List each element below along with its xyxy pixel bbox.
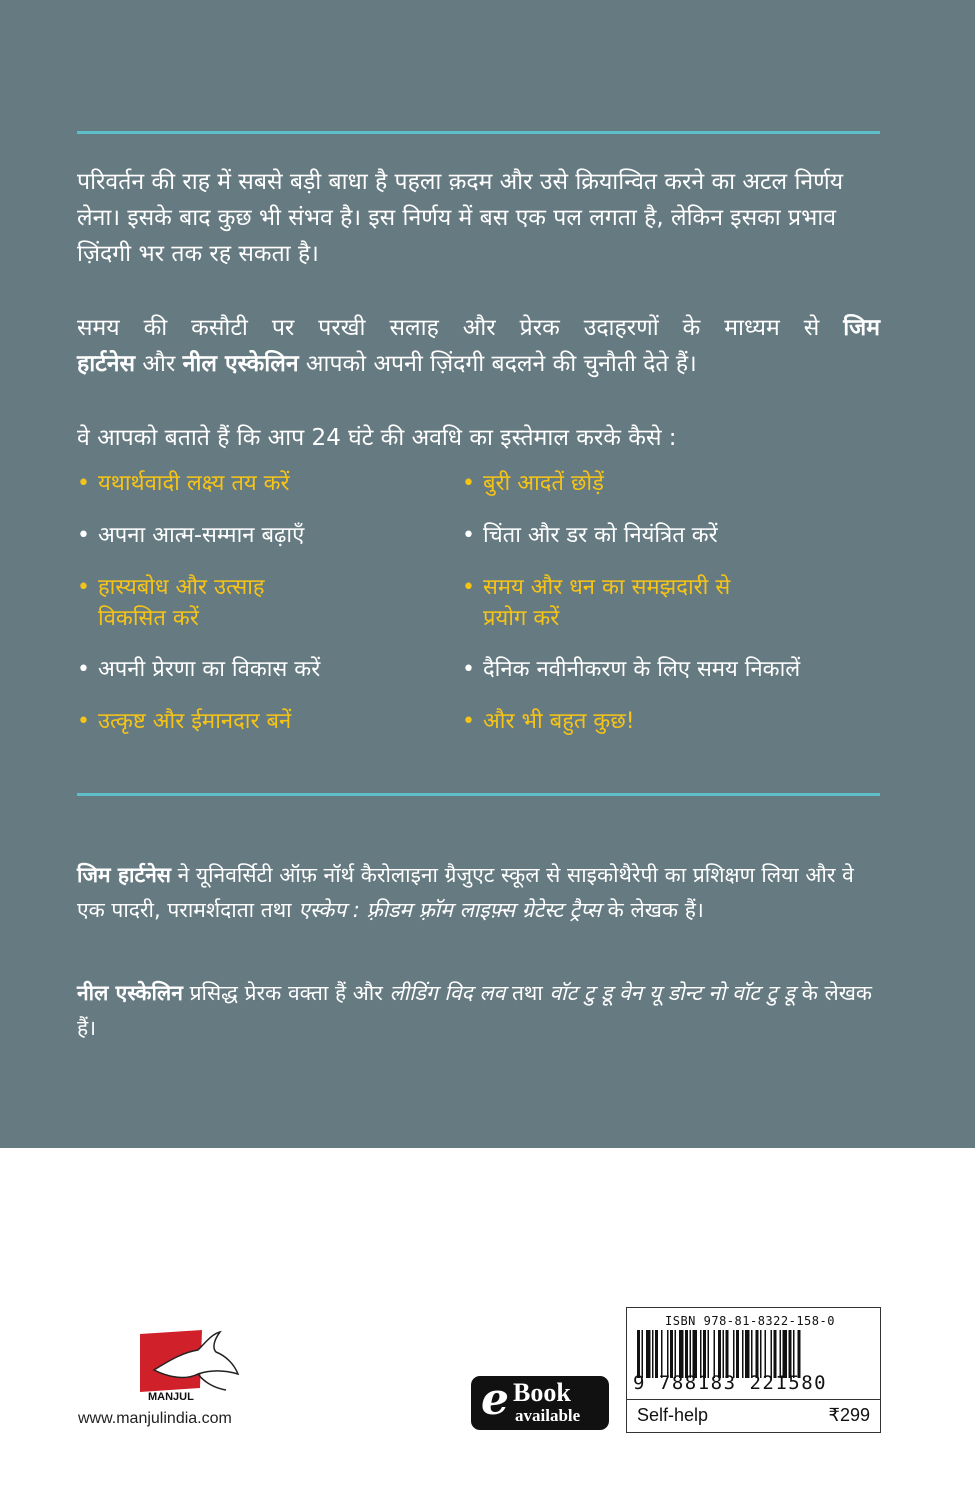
bullet-text: अपना आत्म-सम्मान बढ़ाएँ [98, 523, 305, 548]
bullet-text-line: विकसित करें [98, 606, 199, 631]
author-name-1-last: हार्टनेस [77, 351, 136, 377]
barcode-bar [685, 1330, 688, 1378]
bullet-text: उत्कृष्ट और ईमानदार बनें [98, 709, 292, 734]
barcode-bar [661, 1330, 663, 1378]
barcode-bar [742, 1330, 744, 1378]
bullet-item [462, 572, 882, 634]
author-bio-1-book: एस्केप : फ़्रीडम फ़्रॉम लाइफ़्स ग्रेटेस्ट ट्रैप्स [298, 898, 601, 922]
author-bio-2-book-2: वॉट टु डू वेन यू डोन्ट नो वॉट टु डू [549, 981, 796, 1005]
barcode-bar [652, 1330, 654, 1378]
book-price: ₹299 [828, 1405, 870, 1425]
bullet-item [77, 706, 437, 737]
author-bio-2-book-1: लीडिंग विद लव [389, 981, 506, 1005]
bullet-dot: • [77, 523, 90, 548]
author-bio-2-conj: तथा [505, 981, 550, 1005]
author-bio-1-name: जिम हार्टनेस [77, 863, 171, 887]
bullet-text: दैनिक नवीनीकरण के लिए समय निकालें [483, 657, 801, 682]
barcode-bar [642, 1330, 644, 1378]
bullet-item [77, 572, 437, 634]
barcode-bar [637, 1330, 640, 1378]
bullet-text: और भी बहुत कुछ! [483, 709, 635, 734]
barcode-box [626, 1307, 881, 1433]
author-name-2: नील एस्केलिन [182, 351, 299, 377]
bullet-item [77, 654, 437, 685]
conjunction-text: और [135, 351, 183, 377]
bullet-text: अपनी प्रेरणा का विकास करें [98, 657, 321, 682]
bullet-item [462, 468, 882, 499]
barcode-icon [637, 1330, 870, 1378]
barcode-bar [700, 1330, 702, 1378]
bullet-item [77, 468, 437, 499]
barcode-bar [655, 1330, 658, 1378]
barcode-bar [667, 1330, 669, 1378]
publisher-logo-icon [140, 1330, 240, 1402]
author-bio-2-name: नील एस्केलिन [77, 981, 183, 1005]
author-bio-1-end: के लेखक हैं। [601, 898, 704, 922]
ebook-book-label: Book [513, 1378, 571, 1407]
barcode-bar [693, 1330, 698, 1378]
barcode-bar [789, 1330, 792, 1378]
bullet-text [98, 572, 265, 634]
bullet-text: यथार्थवादी लक्ष्य तय करें [98, 471, 290, 496]
book-category: Self-help [637, 1405, 709, 1425]
bullet-dot: • [77, 575, 90, 600]
barcode-bar [723, 1330, 725, 1378]
bullet-item [77, 520, 437, 551]
author-bio-1-text: ने यूनिवर्सिटी ऑफ़ नॉर्थ कैरोलाइना ग्रैजुएट स्कूल से साइकोथैरेपी का प्रशिक्षण लिया और वे एक पादरी, परामर्शदाता तथा [77, 863, 854, 922]
barcode-bar [783, 1330, 788, 1378]
barcode-bar [726, 1330, 729, 1378]
barcode-bar [774, 1330, 777, 1378]
barcode-bar [771, 1330, 773, 1378]
publisher-logo-text: MANJUL [148, 1391, 194, 1402]
bullet-dot: • [462, 657, 475, 682]
barcode-bar [765, 1330, 767, 1378]
bullet-dot: • [462, 709, 475, 734]
challenge-paragraph [77, 310, 880, 382]
bullet-text [483, 572, 730, 634]
barcode-bar [751, 1330, 753, 1378]
bullet-item [462, 706, 882, 737]
barcode-bar [675, 1330, 677, 1378]
bullet-text: बुरी आदतें छोड़ें [483, 471, 604, 496]
intro-paragraph: परिवर्तन की राह में सबसे बड़ी बाधा है पहला क़दम और उसे क्रियान्वित करने का अटल निर्णय लेना। इसके बाद कुछ भी संभव है। इस निर्णय में बस एक पल लगता है, लेकिन इसका प्रभाव ज़िंदगी भर तक रह सकता है। [77, 169, 844, 267]
barcode-bar [733, 1330, 735, 1378]
isbn-text: ISBN 978-81-8322-158-0 [665, 1314, 835, 1328]
barcode-bar [745, 1330, 750, 1378]
bullet-item [462, 520, 882, 551]
challenge-text-end: आपको अपनी ज़िंदगी बदलने की चुनौती देते हैं। [298, 351, 697, 377]
author-bio-2 [77, 976, 880, 1046]
challenge-text-start: समय की कसौटी पर परखी सलाह और प्रेरक उदाहरणों के माध्यम से [77, 315, 844, 341]
barcode-bar [703, 1330, 706, 1378]
top-divider [77, 131, 880, 134]
middle-divider [77, 793, 880, 796]
bullet-text-line: समय और धन का समझदारी से [483, 575, 731, 600]
bullets-lead-text: वे आपको बताते हैं कि आप 24 घंटे की अवधि का इस्तेमाल करके कैसे : [77, 425, 677, 451]
bullet-text: चिंता और डर को नियंत्रित करें [483, 523, 718, 548]
barcode-bar [798, 1330, 801, 1378]
barcode-bar [736, 1330, 739, 1378]
ebook-available-badge [471, 1376, 609, 1430]
author-bio-2-text: प्रसिद्ध प्रेरक वक्ता हैं और [182, 981, 390, 1005]
barcode-separator [627, 1399, 880, 1400]
author-bio-1 [77, 858, 880, 928]
bullet-text-line: प्रयोग करें [483, 606, 560, 631]
barcode-digits: 9 788183 221580 [633, 1372, 828, 1394]
barcode-bar [646, 1330, 651, 1378]
barcode-bar [760, 1330, 762, 1378]
bullet-dot: • [462, 523, 475, 548]
barcode-bar [718, 1330, 721, 1378]
ebook-e-letter: e [481, 1374, 509, 1425]
barcode-bar [793, 1330, 795, 1378]
bullet-dot: • [462, 471, 475, 496]
bullet-dot: • [462, 575, 475, 600]
bullet-text-line: हास्यबोध और उत्साह [98, 575, 265, 600]
publisher-website: www.manjulindia.com [78, 1410, 232, 1427]
barcode-bar [690, 1330, 692, 1378]
barcode-bar [756, 1330, 759, 1378]
barcode-bar [670, 1330, 673, 1378]
author-name-1-first: जिम [843, 315, 880, 341]
barcode-bar [714, 1330, 716, 1378]
ebook-available-label: available [515, 1406, 581, 1425]
author-bio-2-end: के लेखक हैं। [77, 981, 873, 1040]
barcode-bar [780, 1330, 782, 1378]
bullet-dot: • [77, 471, 90, 496]
bullet-item [462, 654, 882, 685]
bullet-dot: • [77, 709, 90, 734]
bullet-dot: • [77, 657, 90, 682]
barcode-bar [679, 1330, 684, 1378]
barcode-bar [708, 1330, 710, 1378]
